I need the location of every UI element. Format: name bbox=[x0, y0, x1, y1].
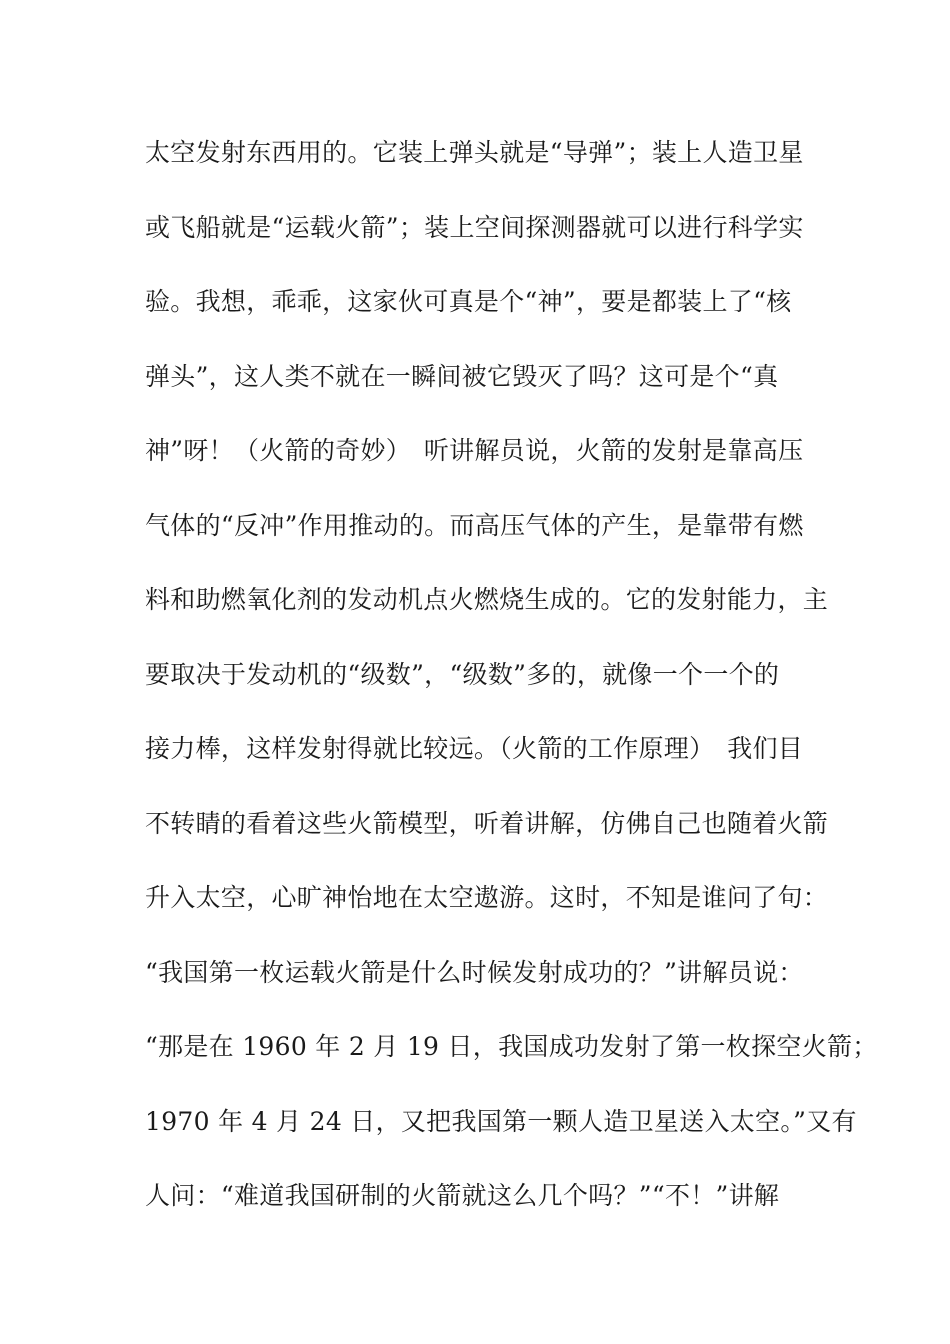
body-text bbox=[145, 130, 878, 1248]
text-line: 弹头”，这人类不就在一瞬间被它毁灭了吗？这可是个“真 bbox=[145, 361, 779, 391]
text-line: 气体的“反冲”作用推动的。而高压气体的产生，是靠带有燃 bbox=[145, 510, 804, 540]
text-line: 或飞船就是“运载火箭”；装上空间探测器就可以进行科学实 bbox=[145, 212, 804, 242]
text-line: “那是在 1960 年 2 月 19 日，我国成功发射了第一枚探空火箭； bbox=[145, 1032, 878, 1061]
text-line: 1970 年 4 月 24 日，又把我国第一颗人造卫星送入太空。”又有 bbox=[145, 1106, 857, 1136]
text-line: 料和助燃氧化剂的发动机点火燃烧生成的。它的发射能力，主 bbox=[145, 585, 829, 614]
text-line: 不转睛的看着这些火箭模型，听着讲解，仿佛自己也随着火箭 bbox=[145, 808, 829, 838]
text-line: 升入太空，心旷神怡地在太空遨游。这时，不知是谁问了句： bbox=[145, 883, 829, 912]
text-line: 要取决于发动机的“级数”，“级数”多的，就像一个一个的 bbox=[145, 659, 780, 689]
text-line: 神”呀！（火箭的奇妙） 听讲解员说，火箭的发射是靠高压 bbox=[145, 436, 804, 465]
text-line: 太空发射东西用的。它装上弹头就是“导弹”；装上人造卫星 bbox=[145, 138, 804, 167]
text-line: 接力棒，这样发射得就比较远。（火箭的工作原理） 我们目 bbox=[145, 734, 804, 763]
text-line: 人问：“难道我国研制的火箭就这么几个吗？”“不！”讲解 bbox=[145, 1181, 780, 1210]
text-line: 验。我想，乖乖，这家伙可真是个“神”，要是都装上了“核 bbox=[145, 287, 792, 316]
text-line: “我国第一枚运载火箭是什么时候发射成功的？”讲解员说： bbox=[145, 957, 804, 987]
